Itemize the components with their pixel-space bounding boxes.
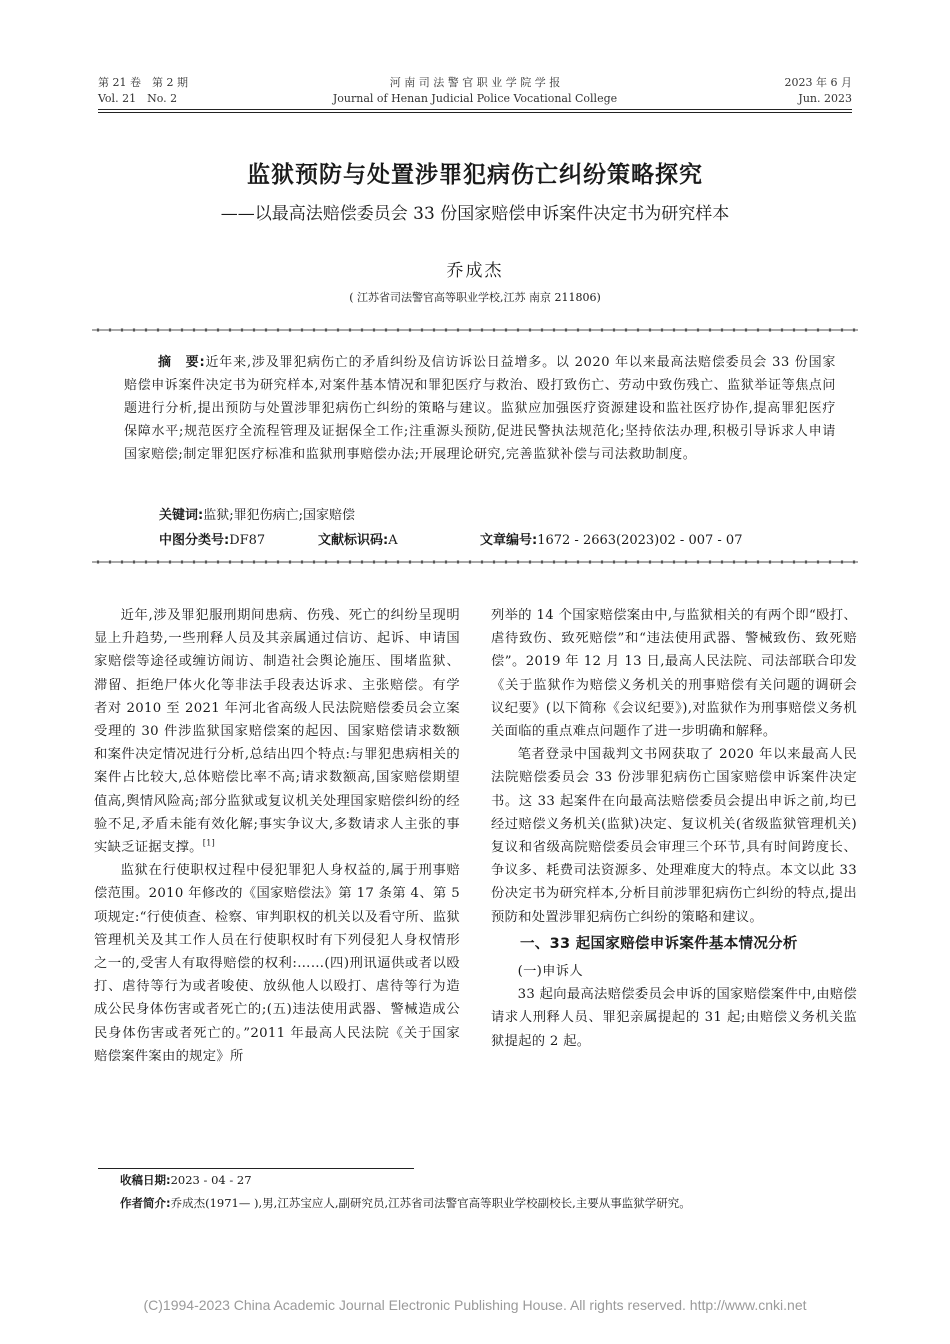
author-bio: 作者简介:乔成杰(1971— ),男,江苏宝应人,副研究员,江苏省司法警官高等职业学校副校长,主要从事监狱学研究。: [120, 1196, 691, 1210]
body-paragraph: 近年,涉及罪犯服刑期间患病、伤残、死亡的纠纷呈现明显上升趋势,一些刑释人员及其亲属通过信访、起诉、申请国家赔偿等途径或缠访闹访、制造社会舆论施压、围堵监狱、滞留、拒绝尸体火化等非法手段表达诉求、主张赔偿。有学者对 2010 至 2021 年河北省高级人民法院赔偿委员会立案受理的 30 件涉监狱国家赔偿案的起因、国家赔偿请求数额和案件决定情况进行分析,总结出四个特点:与罪犯患病相关的案件占比较大,总体赔偿比率不高;请求数额高,国家赔偿期望值高,舆情风险高;部分监狱或复议机关处理国家赔偿纠纷的经验不足,矛盾未能有效化解;事实争议大,多数请求人主张的事实缺乏证据支撑。[1]: [94, 608, 460, 856]
body-paragraph: 笔者登录中国裁判文书网获取了 2020 年以来最高人民法院赔偿委员会 33 份涉罪犯病伤亡国家赔偿申诉案件决定书。这 33 起案件在向最高法赔偿委员会提出申诉之前,均已经过赔偿义务机关(监狱)决定、复议机关(省级监狱管理机关)复议和省级高院赔偿委员会审理三个环节,具有时间跨度长、争议多、耗费司法资源多、处理难度大的特点。本文以此 33 份决定书为研究样本,分析目前涉罪犯病伤亡纠纷的特点,提出预防和处置涉罪犯病伤亡纠纷的策略和建议。: [491, 747, 857, 925]
header-rule: [98, 109, 852, 110]
doc-code-value: A: [388, 533, 398, 548]
header-rule-2: [98, 112, 852, 113]
body-paragraph: 监狱在行使职权过程中侵犯罪犯人身权益的,属于刑事赔偿范围。2010 年修改的《国家赔偿法》第 17 条第 4、第 5 项规定:“行使侦查、检察、审判职权的机关以及看守所、监狱管理机关及其工作人员在行使职权时有下列侵犯人身权情形之一的,受害人有取得赔偿的权利:……(四)刑讯逼供或者以殴打、虐待等行为或者唆使、放纵他人以殴打、虐待等行为造成公民身体伤害或者死亡的;(五)违法使用武器、警械造成公民身体伤害或者死亡的。”2011 年最高人民法院《关于国家赔偿案件案由的规定》所: [94, 863, 460, 1064]
publication-date-cn: 2023 年 6 月: [784, 76, 852, 89]
keywords-line: [159, 504, 355, 523]
paper-title: 监狱预防与处置涉罪犯病伤亡纠纷策略探究: [247, 162, 703, 188]
section-heading: 一、33 起国家赔偿申诉案件基本情况分析: [520, 935, 798, 952]
doc-code-line: [318, 529, 398, 548]
author-name: 乔成杰: [446, 261, 504, 281]
author-affiliation: ( 江苏省司法警官高等职业学校,江苏 南京 211806): [349, 291, 601, 304]
body-column-right: [491, 604, 857, 1053]
clc-line: [159, 529, 265, 548]
dotted-divider-bottom: [92, 559, 858, 565]
abstract-block: [124, 351, 836, 466]
article-number-line: [480, 529, 742, 548]
clc-value: DF87: [229, 533, 266, 548]
footnote-rule: [98, 1168, 414, 1169]
volume-issue-cn: 第 21 卷 第 2 期: [98, 76, 188, 89]
clc-label: 中图分类号:: [159, 533, 230, 548]
subsection-heading: (一)申诉人: [517, 964, 583, 980]
publication-date-en: Jun. 2023: [798, 92, 852, 105]
dotted-divider-top: [92, 327, 858, 333]
copyright-notice: (C)1994-2023 China Academic Journal Electronic Publishing House. All rights reserved. http://www.cnki.net: [143, 1297, 807, 1313]
abstract-text: 近年来,涉及罪犯病伤亡的矛盾纠纷及信访诉讼日益增多。以 2020 年以来最高法赔偿委员会 33 份国家赔偿申诉案件决定书为研究样本,对案件基本情况和罪犯医疗与救治、殴打致伤亡、劳动中致伤残亡、监狱举证等焦点问题进行分析,提出预防与处置涉罪犯病伤亡纠纷的策略与建议。监狱应加强医疗资源建设和监社医疗协作,提高罪犯医疗保障水平;规范医疗全流程管理及证据保全工作;注重源头预防,促进民警执法规范化;坚持依法办理,积极引导诉求人申请国家赔偿;制定罪犯医疗标准和监狱刑事赔偿办法;开展理论研究,完善监狱补偿与司法救助制度。: [124, 355, 836, 462]
journal-name-cn: 河 南 司 法 警 官 职 业 学 院 学 报: [389, 76, 561, 89]
keywords-text: 监狱;罪犯伤病亡;国家赔偿: [203, 508, 355, 523]
body-paragraph: 33 起向最高法赔偿委员会申诉的国家赔偿案件中,由赔偿请求人刑释人员、罪犯亲属提起的 31 起;由赔偿义务机关监狱提起的 2 起。: [491, 987, 857, 1049]
body-paragraph: 列举的 14 个国家赔偿案由中,与监狱相关的有两个即“殴打、虐待致伤、致死赔偿”和“违法使用武器、警械致伤、致死赔偿”。2019 年 12 月 13 日,最高人民法院、司法部联合印发《关于监狱作为赔偿义务机关的刑事赔偿有关问题的调研会议纪要》(以下简称《会议纪要》),对监狱作为刑事赔偿义务机关面临的重点难点问题作了进一步明确和解释。: [491, 608, 857, 740]
paper-subtitle: ——以最高法赔偿委员会 33 份国家赔偿申诉案件决定书为研究样本: [220, 204, 730, 224]
citation-marker: [1]: [202, 838, 216, 848]
article-number-value: 1672 - 2663(2023)02 - 007 - 07: [537, 533, 743, 548]
received-date: 收稿日期:2023 - 04 - 27: [120, 1173, 252, 1187]
body-column-left: [94, 604, 460, 1068]
abstract-label: 摘 要:: [158, 355, 206, 370]
keywords-label: 关键词:: [159, 508, 204, 523]
article-number-label: 文章编号:: [480, 533, 538, 548]
journal-name-en: Journal of Henan Judicial Police Vocational College: [332, 92, 618, 105]
volume-issue-en: Vol. 21 No. 2: [98, 92, 178, 105]
doc-code-label: 文献标识码:: [318, 533, 389, 548]
